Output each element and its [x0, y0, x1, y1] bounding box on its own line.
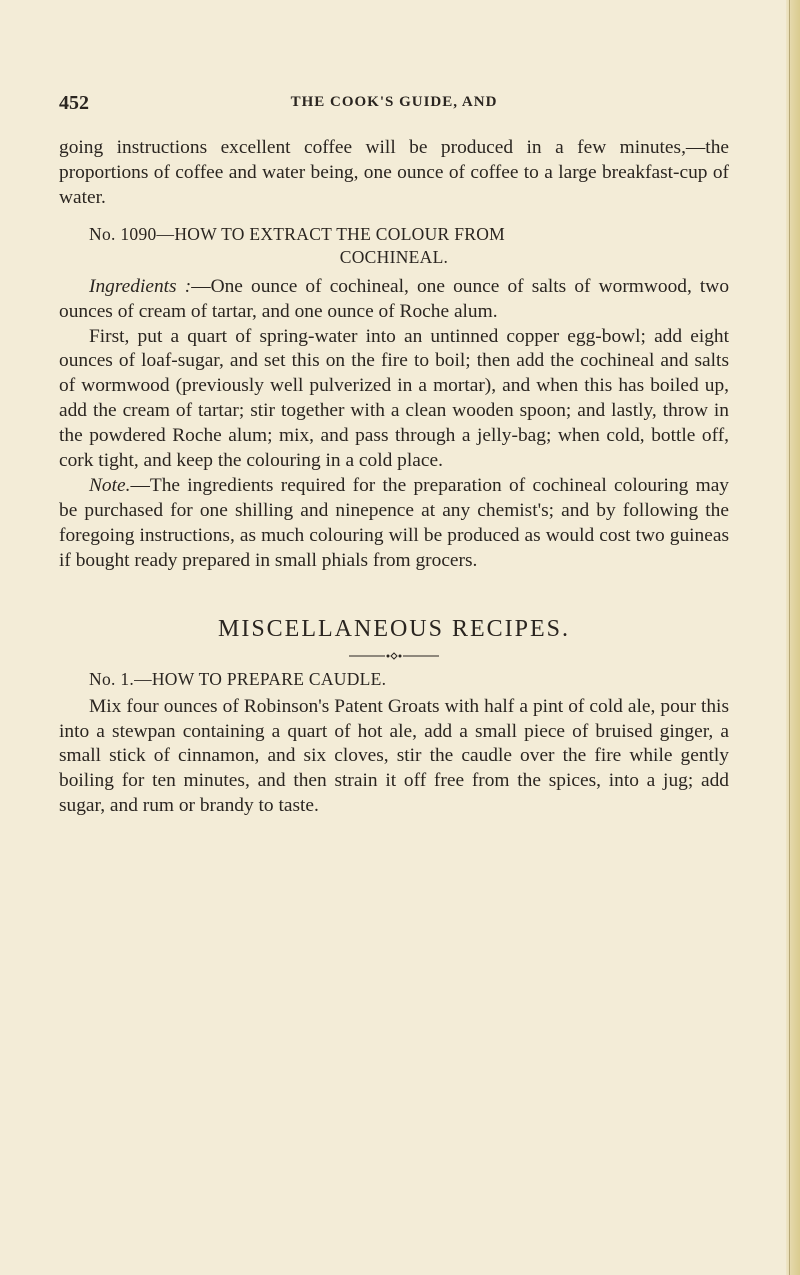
page-body — [59, 136, 729, 819]
intro-paragraph: going instructions excellent coffee will be produced in a few minutes,—the proportions of coffee and water being, one ounce of coffee to a large breakfast-cup of water. — [59, 137, 729, 208]
ingredients-text: —One ounce of cochineal, one ounce of salts of wormwood, two ounces of cream of tartar, and one ounce of Roche alum. — [59, 275, 730, 322]
section-title: MISCELLANEOUS RECIPES. — [217, 615, 571, 642]
spacer — [59, 211, 729, 223]
recipe-1090-heading: No. 1090—HOW TO EXTRACT THE COLOUR FROM — [89, 223, 506, 244]
ornament-rule — [349, 650, 439, 662]
page-header — [59, 92, 729, 120]
page-number: 452 — [59, 92, 89, 114]
ingredients-label: Ingredients : — [89, 275, 192, 297]
caudle-heading: No. 1.—HOW TO PREPARE CAUDLE. — [89, 668, 387, 689]
note-paragraph — [59, 474, 729, 574]
recipe-1090-heading-continued: COCHINEAL. — [339, 246, 449, 267]
page-edge-line — [789, 0, 790, 1275]
method-paragraph: First, put a quart of spring-water into an untinned copper egg-bowl; add eight ounces of loaf-sugar, and set this on the fire to boil; then add the cochineal and salts of wormwood (previously well pulverized in a mortar), and when this has boiled up, add the cream of tartar; stir together with a clean wooden spoon; and lastly, throw in the powdered Roche alum; mix, and pass through a jelly-bag; when cold, bottle off, cork tight, and keep the colouring in a cold place. — [59, 325, 729, 472]
running-head: THE COOK'S GUIDE, AND — [290, 94, 498, 110]
note-text: —The ingredients required for the preparation of cochineal colouring may be purchased for one shilling and ninepence at any chemist's; and by following the foregoing instructions, as much colouring will be produced as would cost two guineas if bought ready prepared in small phials from grocers. — [59, 474, 729, 571]
spacer — [59, 574, 729, 614]
caudle-paragraph: Mix four ounces of Robinson's Patent Groats with half a pint of cold ale, pour this into a stewpan containing a quart of hot ale, add a small piece of bruised ginger, a small stick of cinnamon, and six cloves, stir the caudle over the fire while gently boiling for ten minutes, and then strain it off free from the spices, into a jug; add sugar, and rum or brandy to taste. — [59, 695, 729, 817]
note-label: Note. — [89, 474, 131, 496]
ingredients-paragraph — [59, 275, 729, 325]
